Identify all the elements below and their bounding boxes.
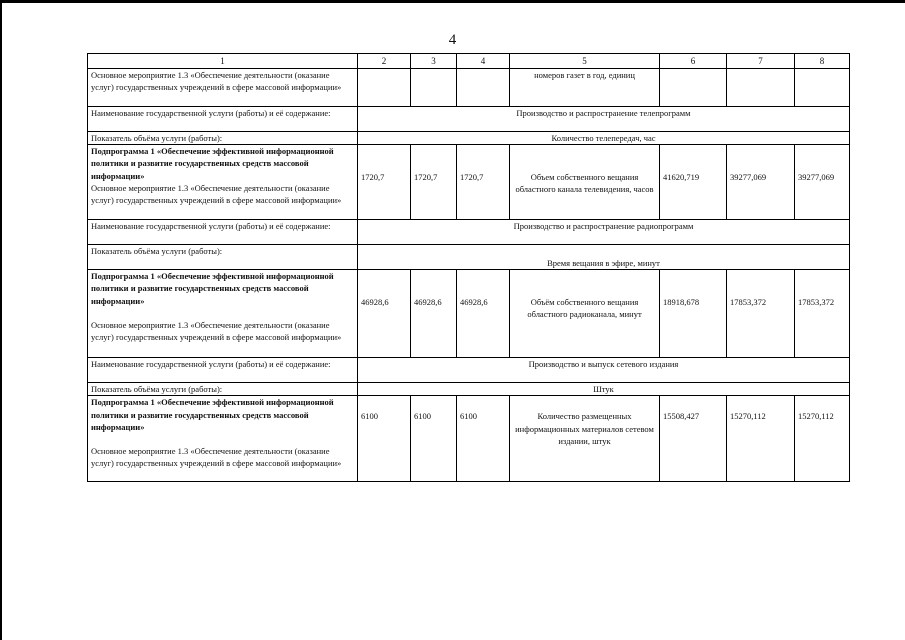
service-label: Наименование государственной услуги (работы) и её содержание: <box>88 358 358 383</box>
indicator-description: Объем собственного вещания областного канала телевидения, часов <box>510 145 660 220</box>
column-header: 7 <box>727 54 795 69</box>
column-header: 1 <box>88 54 358 69</box>
subprogram-title: Подпрограмма 1 «Обеспечение эффективной информационной политики и развитие государственных средств массовой информации» <box>91 146 334 181</box>
service-name-row <box>88 358 850 383</box>
value-col7: 17853,372 <box>727 270 795 358</box>
service-name-row <box>88 220 850 245</box>
value-col6: 18918,678 <box>660 270 727 358</box>
column-header: 3 <box>411 54 457 69</box>
activity-title: Основное мероприятие 1.3 «Обеспечение деятельности (оказание услуг) государственных учреждений в сфере массовой информации» <box>91 182 342 206</box>
subprogram-title: Подпрограмма 1 «Обеспечение эффективной информационной политики и развитие государственных средств массовой информации» <box>91 271 334 306</box>
scan-edge-top <box>0 0 905 3</box>
indicator-description: Объём собственного вещания областного радиоканала, минут <box>510 270 660 358</box>
column-header: 4 <box>457 54 510 69</box>
value-col2: 46928,6 <box>358 270 411 358</box>
indicator-row <box>88 383 850 396</box>
continuation-row <box>88 69 850 107</box>
indicator-value: Количество телепередач, час <box>358 132 850 145</box>
value-col7: 15270,112 <box>727 396 795 482</box>
empty-cell <box>727 69 795 107</box>
indicator-label: Показатель объёма услуги (работы): <box>88 245 358 270</box>
subprogram-title: Подпрограмма 1 «Обеспечение эффективной информационной политики и развитие государственных средств массовой информации» <box>91 397 334 432</box>
value-col3: 46928,6 <box>411 270 457 358</box>
indicator-row <box>88 245 850 270</box>
value-col4: 46928,6 <box>457 270 510 358</box>
page-number: 4 <box>448 32 457 48</box>
program-cell <box>88 145 358 220</box>
column-header: 2 <box>358 54 411 69</box>
program-cell <box>88 270 358 358</box>
scan-edge-left <box>0 0 2 640</box>
indicator-value: Время вещания в эфире, минут <box>358 245 850 270</box>
value-col8: 17853,372 <box>795 270 850 358</box>
empty-cell <box>411 69 457 107</box>
value-col7: 39277,069 <box>727 145 795 220</box>
service-value: Производство и распространение радиопрограмм <box>358 220 850 245</box>
service-value: Производство и распространение телепрограмм <box>358 107 850 132</box>
budget-table <box>87 53 850 482</box>
indicator-label: Показатель объёма услуги (работы): <box>88 383 358 396</box>
table-header-row <box>88 54 850 69</box>
value-col2: 1720,7 <box>358 145 411 220</box>
value-col8: 15270,112 <box>795 396 850 482</box>
service-label: Наименование государственной услуги (работы) и её содержание: <box>88 220 358 245</box>
empty-cell <box>795 69 850 107</box>
column-header: 6 <box>660 54 727 69</box>
indicator-value: Штук <box>358 383 850 396</box>
program-cell <box>88 396 358 482</box>
value-col8: 39277,069 <box>795 145 850 220</box>
value-col2: 6100 <box>358 396 411 482</box>
column-header: 5 <box>510 54 660 69</box>
value-col4: 1720,7 <box>457 145 510 220</box>
service-label: Наименование государственной услуги (работы) и её содержание: <box>88 107 358 132</box>
indicator-row <box>88 132 850 145</box>
value-col6: 15508,427 <box>660 396 727 482</box>
value-col6: 41620,719 <box>660 145 727 220</box>
data-row <box>88 145 850 220</box>
activity-title: Основное мероприятие 1.3 «Обеспечение деятельности (оказание услуг) государственных учреждений в сфере массовой информации» <box>91 319 342 343</box>
activity-cell: Основное мероприятие 1.3 «Обеспечение деятельности (оказание услуг) государственных учреждений в сфере массовой информации» <box>88 69 358 107</box>
indicator-label: Показатель объёма услуги (работы): <box>88 132 358 145</box>
data-row <box>88 396 850 482</box>
value-col4: 6100 <box>457 396 510 482</box>
indicator-description: номеров газет в год, единиц <box>510 69 660 107</box>
empty-cell <box>358 69 411 107</box>
empty-cell <box>660 69 727 107</box>
data-row <box>88 270 850 358</box>
column-header: 8 <box>795 54 850 69</box>
activity-title: Основное мероприятие 1.3 «Обеспечение деятельности (оказание услуг) государственных учреждений в сфере массовой информации» <box>91 446 342 469</box>
empty-cell <box>457 69 510 107</box>
value-col3: 6100 <box>411 396 457 482</box>
service-name-row <box>88 107 850 132</box>
indicator-description: Количество размещенных информационных материалов сетевом издании, штук <box>510 396 660 482</box>
service-value: Производство и выпуск сетевого издания <box>358 358 850 383</box>
value-col3: 1720,7 <box>411 145 457 220</box>
